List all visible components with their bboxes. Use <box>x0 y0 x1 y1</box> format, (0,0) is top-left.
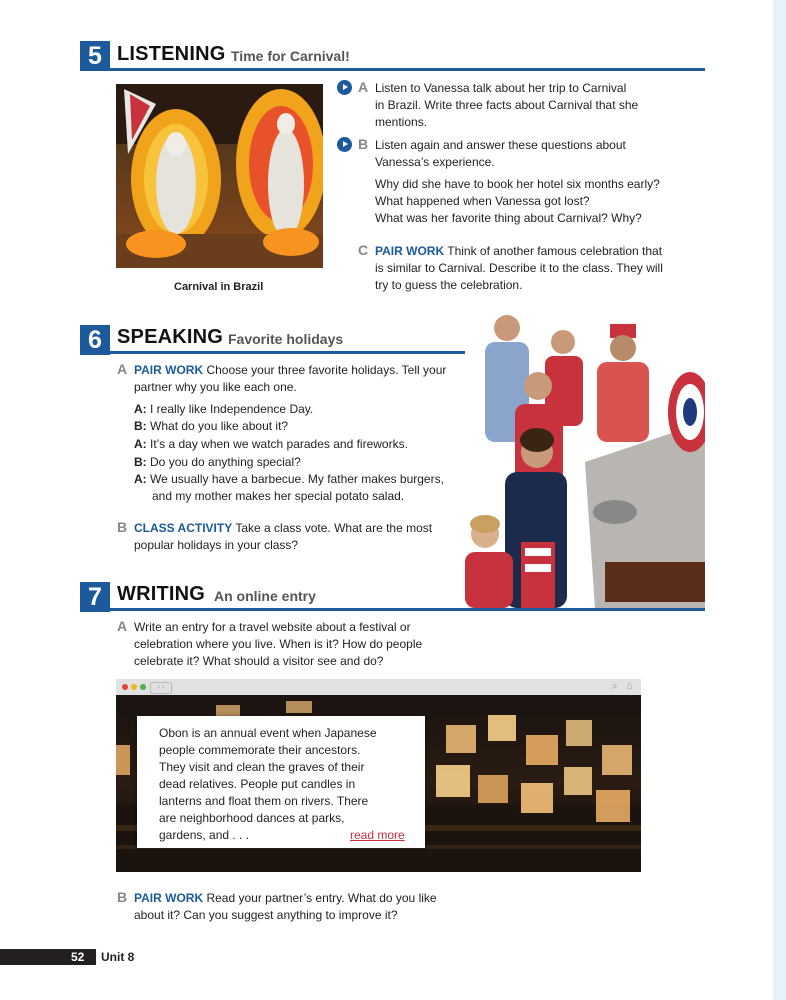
pair-work-label: PAIR WORK <box>134 891 204 905</box>
dialogue-text: It’s a day when we watch parades and fireworks. <box>150 437 408 451</box>
section-7-rule <box>110 608 705 611</box>
entry-line-1: Obon is an annual event when Japanese <box>159 726 377 740</box>
exercise-5a-line-1: Listen to Vanessa talk about her trip to Carnival <box>375 81 627 95</box>
carnival-photo-caption: Carnival in Brazil <box>174 281 264 293</box>
pair-work-label: PAIR WORK <box>375 244 445 258</box>
dialogue-line-continued: and my mother makes her special potato salad. <box>152 489 405 503</box>
exercise-5b-letter: B <box>358 136 369 152</box>
section-6-number: 6 <box>80 325 110 355</box>
exercise-5c-letter: C <box>358 242 369 258</box>
exercise-7b-line-1 <box>134 890 437 908</box>
exercise-5c-line-2: is similar to Carnival. Describe it to the class. They will <box>375 261 663 275</box>
dialogue-text: Do you do anything special? <box>150 455 301 469</box>
exercise-7a-line-3: celebrate it? What should a visitor see and do? <box>134 654 384 668</box>
class-activity-label: CLASS ACTIVITY <box>134 521 233 535</box>
dialogue-speaker: A: <box>134 472 147 486</box>
entry-line-5: lanterns and float them on rivers. There <box>159 794 369 808</box>
pair-work-label: PAIR WORK <box>134 363 204 377</box>
section-5-rule <box>110 68 705 71</box>
dialogue-speaker: B: <box>134 419 147 433</box>
unit-label: Unit 8 <box>101 950 135 964</box>
exercise-5b-question-1: Why did she have to book her hotel six months early? <box>375 177 660 191</box>
section-6-subtitle: Favorite holidays <box>228 331 344 347</box>
home-icon[interactable]: ⌂ <box>626 680 633 692</box>
exercise-7b-letter: B <box>117 889 128 905</box>
close-dot-icon[interactable] <box>122 684 128 690</box>
exercise-6a-instruction: Choose your three favorite holidays. Tell your <box>206 363 447 377</box>
exercise-6b-instruction: Take a class vote. What are the most <box>235 521 433 535</box>
family-barbecue-photo <box>465 312 705 608</box>
exercise-5b-question-3: What was her favorite thing about Carnival? Why? <box>375 211 642 225</box>
entry-line-3: They visit and clean the graves of their <box>159 760 365 774</box>
page-number: 52 <box>71 950 85 964</box>
exercise-6a-line-1 <box>134 362 446 380</box>
exercise-6b-line-2: popular holidays in your class? <box>134 538 299 552</box>
section-5-number: 5 <box>80 41 110 71</box>
exercise-5a-line-3: mentions. <box>375 115 428 129</box>
exercise-6b-letter: B <box>117 519 128 535</box>
exercise-6a-letter: A <box>117 361 128 377</box>
exercise-7a-line-2: celebration where you live. When is it? How do people <box>134 637 423 651</box>
dialogue-line <box>134 471 444 489</box>
exercise-6a-line-2: partner why you like each one. <box>134 380 297 394</box>
exercise-7b-instruction: Read your partner’s entry. What do you like <box>206 891 437 905</box>
audio-play-icon[interactable] <box>337 137 352 152</box>
dialogue-text: I really like Independence Day. <box>150 402 314 416</box>
search-icon[interactable]: ⌕ <box>612 681 618 692</box>
exercise-7b-line-2: about it? Can you suggest anything to improve it? <box>134 908 398 922</box>
minimize-dot-icon[interactable] <box>131 684 137 690</box>
section-6-title: SPEAKING <box>117 326 224 348</box>
entry-line-2: people commemorate their ancestors. <box>159 743 361 757</box>
read-more-link[interactable]: read more <box>350 828 405 842</box>
dialogue-speaker: B: <box>134 455 147 469</box>
dialogue-line <box>134 401 313 419</box>
exercise-5a-line-2: in Brazil. Write three facts about Carnival that she <box>375 98 639 112</box>
exercise-7a-line-1: Write an entry for a travel website about a festival or <box>134 620 411 634</box>
entry-line-6: are neighborhood dances at parks, <box>159 811 345 825</box>
section-7-number: 7 <box>80 582 110 612</box>
browser-toolbar <box>116 679 641 695</box>
dialogue-text: We usually have a barbecue. My father makes burgers, <box>150 472 444 486</box>
carnival-photo <box>116 84 323 268</box>
entry-line-7: gardens, and . . . <box>159 828 250 842</box>
entry-line-4: dead relatives. People put candles in <box>159 777 356 791</box>
dialogue-line <box>134 454 301 472</box>
audio-play-icon[interactable] <box>337 80 352 95</box>
section-5-title: LISTENING <box>117 43 226 65</box>
exercise-5a-letter: A <box>358 79 369 95</box>
section-7-title: WRITING <box>117 583 206 605</box>
nav-arrows-icon[interactable]: ‹ › <box>150 682 172 694</box>
exercise-5b-question-2: What happened when Vanessa got lost? <box>375 194 590 208</box>
exercise-5b-line-2: Vanessa’s experience. <box>375 155 495 169</box>
entry-text-box <box>137 716 425 848</box>
dialogue-speaker: A: <box>134 402 147 416</box>
exercise-5c-line-3: try to guess the celebration. <box>375 278 523 292</box>
dialogue-line <box>134 436 408 454</box>
page-edge-strip <box>773 0 786 1000</box>
exercise-6b-line-1 <box>134 520 432 538</box>
exercise-5c-instruction: Think of another famous celebration that <box>447 244 663 258</box>
dialogue-speaker: A: <box>134 437 147 451</box>
exercise-5c-line-1 <box>375 243 662 261</box>
dialogue-text: What do you like about it? <box>150 419 289 433</box>
dialogue-line <box>134 418 288 436</box>
exercise-5b-line-1: Listen again and answer these questions about <box>375 138 626 152</box>
exercise-7a-letter: A <box>117 618 128 634</box>
maximize-dot-icon[interactable] <box>140 684 146 690</box>
section-7-subtitle: An online entry <box>214 588 316 604</box>
section-5-subtitle: Time for Carnival! <box>231 48 350 64</box>
